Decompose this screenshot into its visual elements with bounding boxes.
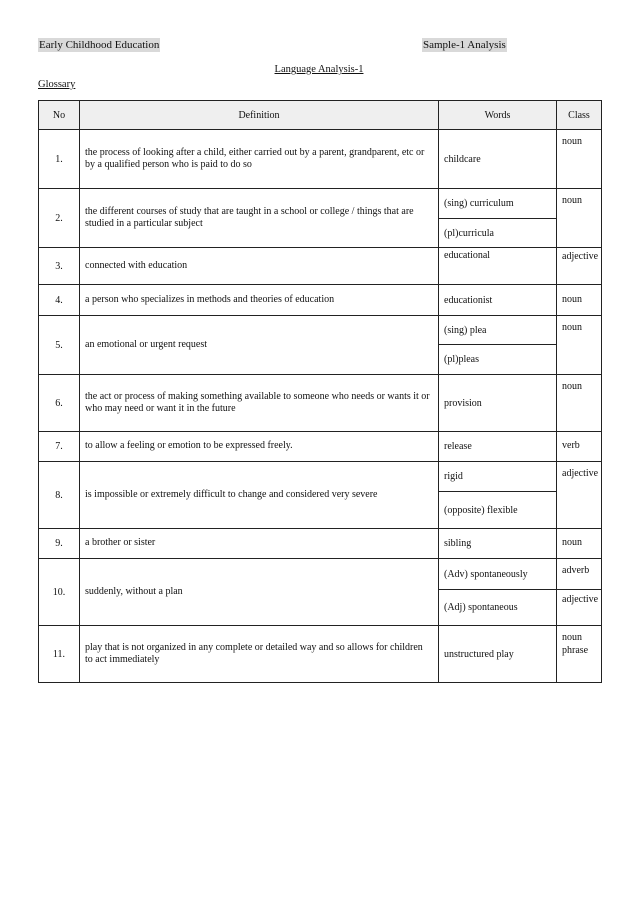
row-word: educational (444, 250, 491, 261)
table-header-row (39, 101, 602, 130)
row-word: unstructured play (444, 648, 514, 660)
row-number: 4. (39, 285, 80, 316)
row-class: adverb (557, 559, 601, 590)
row-definition: the process of looking after a child, either carried out by a parent, grandparent, etc or by a qualified person who is paid to do so (80, 130, 439, 189)
table-row (39, 626, 602, 683)
row-word: childcare (444, 153, 481, 165)
row-class: noun (557, 529, 602, 559)
table-row (39, 375, 602, 432)
table-row (39, 529, 602, 559)
row-word: (opposite) flexible (444, 504, 518, 516)
row-number: 1. (39, 130, 80, 189)
row-number: 7. (39, 432, 80, 462)
table-row (39, 189, 602, 248)
row-class: noun (557, 189, 602, 248)
row-word: (pl)pleas (444, 354, 479, 365)
table-row (39, 462, 602, 529)
glossary-heading: Glossary (38, 79, 76, 90)
row-word: (sing) curriculum (439, 189, 556, 219)
header-course-title: Early Childhood Education (39, 39, 160, 51)
row-word: educationist (444, 294, 493, 306)
row-number: 10. (39, 559, 80, 626)
row-class: adjective (557, 462, 602, 529)
table-row (39, 285, 602, 316)
row-number: 2. (39, 189, 80, 248)
header-class: Class (557, 101, 602, 130)
row-definition: to allow a feeling or emotion to be expressed freely. (80, 432, 439, 462)
glossary-table (38, 100, 602, 683)
row-definition: a brother or sister (80, 529, 439, 559)
table-row (39, 559, 602, 626)
row-class: noun (557, 375, 602, 432)
row-definition: a person who specializes in methods and theories of education (80, 285, 439, 316)
row-definition: play that is not organized in any complete or detailed way and so allows for children to act immediately (80, 626, 439, 683)
row-class: noun phrase (557, 626, 602, 683)
row-class: adjective (557, 248, 602, 285)
row-definition: is impossible or extremely difficult to change and considered very severe (80, 462, 439, 529)
row-class: noun (557, 316, 602, 375)
row-definition: connected with education (80, 248, 439, 285)
row-number: 8. (39, 462, 80, 529)
row-word: rigid (439, 462, 556, 492)
row-number: 5. (39, 316, 80, 375)
row-class: noun (557, 130, 602, 189)
row-class: adjective (562, 594, 599, 605)
row-word: sibling (444, 538, 472, 549)
row-number: 3. (39, 248, 80, 285)
header-words: Words (439, 101, 557, 130)
row-word: (Adj) spontaneous (444, 602, 518, 613)
table-row (39, 248, 602, 285)
table-row (39, 130, 602, 189)
row-definition: an emotional or urgent request (80, 316, 439, 375)
header-no: No (39, 101, 80, 130)
table-row (39, 316, 602, 375)
row-class: noun (557, 285, 602, 316)
row-word: (pl)curricula (444, 227, 494, 239)
row-definition: suddenly, without a plan (80, 559, 439, 626)
header-definition: Definition (80, 101, 439, 130)
row-definition: the different courses of study that are taught in a school or college / things that are studied in a particular subject (80, 189, 439, 248)
row-word: release (444, 441, 472, 452)
row-word: provision (444, 397, 482, 409)
row-number: 6. (39, 375, 80, 432)
row-number: 9. (39, 529, 80, 559)
row-word: (sing) plea (439, 316, 556, 345)
document-title: Language Analysis-1 (274, 64, 364, 75)
row-word: (Adv) spontaneously (439, 559, 556, 590)
row-class: verb (557, 432, 602, 462)
header-sample-label: Sample-1 Analysis (423, 39, 506, 51)
row-number: 11. (39, 626, 80, 683)
row-definition: the act or process of making something available to someone who needs or wants it or who may need or want it in the future (80, 375, 439, 432)
table-row (39, 432, 602, 462)
